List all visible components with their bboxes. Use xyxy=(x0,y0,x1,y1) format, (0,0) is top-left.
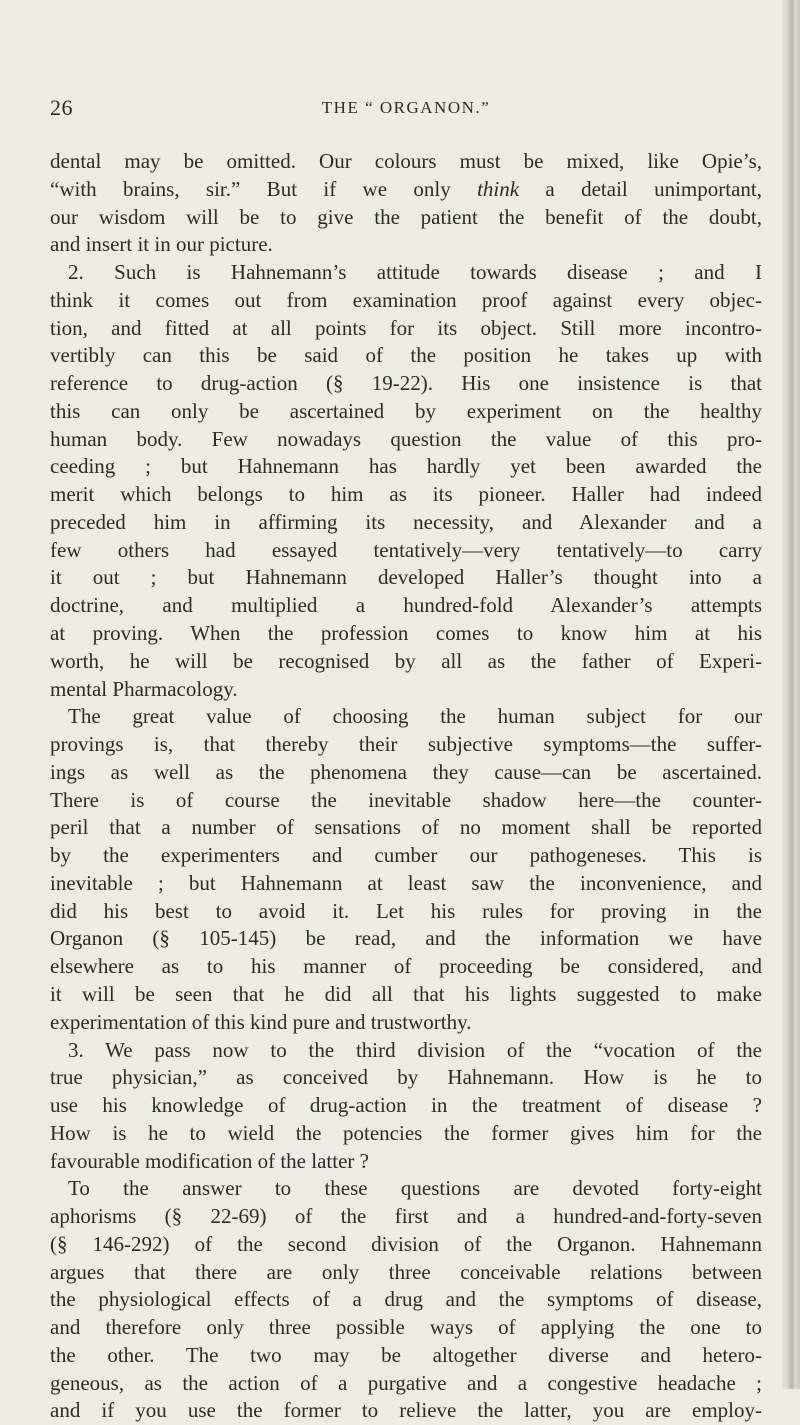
text-line: the physiological effects of a drug and the symptoms of disease, xyxy=(50,1287,762,1312)
text-line: There is of course the inevitable shadow here—the counter- xyxy=(50,787,762,812)
text-line: and insert it in our picture. xyxy=(50,232,273,257)
text-line: ings as well as the phenomena they cause—can be ascertained. xyxy=(50,759,762,784)
text-line: How is he to wield the potencies the former gives him for the xyxy=(50,1120,762,1145)
text-line: merit which belongs to him as its pioneer. Haller had indeed xyxy=(50,482,762,507)
text-line: 3. We pass now to the third division of the “vocation of the xyxy=(68,1037,762,1062)
text-line: aphorisms (§ 22-69) of the first and a hundred-and-forty-seven xyxy=(50,1204,762,1229)
text-line: reference to drug-action (§ 19-22). His one insistence is that xyxy=(50,371,762,396)
text-line: Organon (§ 105-145) be read, and the information we have xyxy=(50,926,762,951)
text-line: dental may be omitted. Our colours must be mixed, like Opie’s, xyxy=(50,149,762,173)
page-edge-shadow xyxy=(782,0,800,1389)
text-line: preceded him in affirming its necessity, and Alexander and a xyxy=(50,509,762,534)
text-line: worth, he will be recognised by all as the father of Experi- xyxy=(50,648,762,673)
text-line: tion, and fitted at all points for its object. Still more incontro- xyxy=(50,315,762,340)
text-line: ceeding ; but Hahnemann has hardly yet been awarded the xyxy=(50,454,762,479)
text-line: few others had essayed tentatively—very tentatively—to carry xyxy=(50,537,762,562)
text-line: (§ 146-292) of the second division of the Organon. Hahnemann xyxy=(50,1231,762,1256)
text-line: provings is, that thereby their subjective symptoms—the suffer- xyxy=(50,732,762,757)
text-line: “with brains, sir.” But if we only think a detail unimportant, xyxy=(50,176,762,201)
text-line: it out ; but Hahnemann developed Haller’s thought into a xyxy=(50,565,762,590)
text-line: and if you use the former to relieve the latter, you are employ- xyxy=(50,1398,762,1423)
text-line: To the answer to these questions are devoted forty-eight xyxy=(68,1176,762,1201)
text-line: The great value of choosing the human subject for our xyxy=(68,704,762,729)
text-line: did his best to avoid it. Let his rules for proving in the xyxy=(50,898,762,923)
text-line: this can only be ascertained by experiment on the healthy xyxy=(50,398,762,423)
text-line: our wisdom will be to give the patient the benefit of the doubt, xyxy=(50,204,762,229)
text-line: elsewhere as to his manner of proceeding be considered, and xyxy=(50,954,762,979)
text-line: use his knowledge of drug-action in the treatment of disease ? xyxy=(50,1093,762,1118)
text-line: experimentation of this kind pure and trustworthy. xyxy=(50,1009,472,1034)
page-number: 26 xyxy=(50,95,73,120)
text-line: inevitable ; but Hahnemann at least saw the inconvenience, and xyxy=(50,870,762,895)
text-line: by the experimenters and cumber our pathogeneses. This is xyxy=(50,843,762,868)
text-line: peril that a number of sensations of no moment shall be reported xyxy=(50,815,762,840)
running-head: THE “ ORGANON.” xyxy=(321,98,491,117)
text-line: vertibly can this be said of the position he takes up with xyxy=(50,343,762,368)
text-line: true physician,” as conceived by Hahnemann. How is he to xyxy=(50,1065,762,1090)
text-line: human body. Few nowadays question the value of this pro- xyxy=(50,426,762,451)
text-line: think it comes out from examination proof against every objec- xyxy=(50,287,762,312)
text-line: argues that there are only three conceivable relations between xyxy=(50,1259,762,1284)
text-line: the other. The two may be altogether diverse and hetero- xyxy=(50,1342,762,1367)
text-line: geneous, as the action of a purgative and a congestive headache ; xyxy=(50,1370,762,1395)
text-line: favourable modification of the latter ? xyxy=(50,1148,369,1173)
text-line: at proving. When the profession comes to know him at his xyxy=(50,621,762,646)
text-line: doctrine, and multiplied a hundred-fold Alexander’s attempts xyxy=(50,593,762,618)
text-line: and therefore only three possible ways of applying the one to xyxy=(50,1315,762,1340)
body-text xyxy=(50,148,762,1425)
text-line: it will be seen that he did all that his lights suggested to make xyxy=(50,981,762,1006)
page-header xyxy=(50,95,762,125)
text-line: mental Pharmacology. xyxy=(50,676,238,701)
text-line: 2. Such is Hahnemann’s attitude towards disease ; and I xyxy=(68,260,762,285)
